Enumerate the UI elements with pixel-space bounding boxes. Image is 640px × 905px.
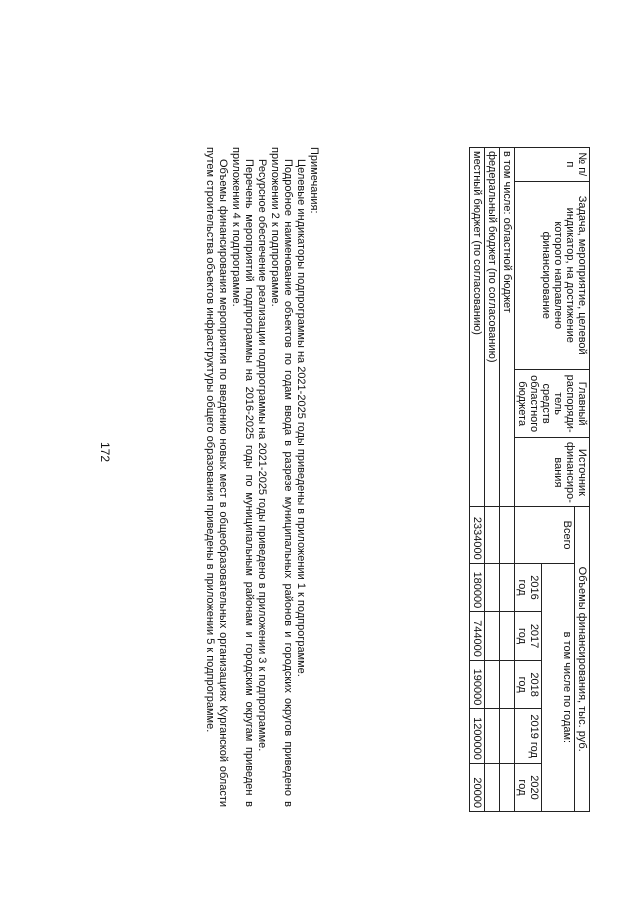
header-num: № п/п <box>515 148 590 182</box>
row-value <box>485 612 500 661</box>
row-value <box>485 709 500 764</box>
row-value <box>485 563 500 612</box>
row-value <box>500 612 515 661</box>
header-source: Источник финансиро-вания <box>515 438 590 507</box>
note-item: Подробное наименование объектов по годам ввода в разрезе муниципальных районов и городских округов приведено в приложении 2 к подпрограмме. <box>269 147 294 807</box>
note-item: Ресурсное обеспечение реализации подпрограммы на 2021-2025 годы приведено в приложении 3 к подпрограмме. <box>256 159 268 752</box>
table-row <box>485 148 500 812</box>
header-year: 2019 год <box>515 709 542 764</box>
row-label: местный бюджет (по согласованию) <box>470 148 485 507</box>
financing-table <box>469 147 590 812</box>
row-value <box>485 660 500 709</box>
header-year: 2020 год <box>515 763 542 811</box>
row-label: федеральный бюджет (по согласованию) <box>485 148 500 507</box>
row-label: в том числе: областной бюджет <box>500 148 515 507</box>
row-value <box>500 763 515 811</box>
row-value: 190000 <box>470 660 485 709</box>
row-value: 744000 <box>470 612 485 661</box>
notes-title: Примечания: <box>308 147 320 214</box>
row-total <box>500 507 515 563</box>
note-item: Целевые индикаторы подпрограммы на 2021-2025 годы приведены в приложении 1 к подпрограмме. <box>295 159 307 677</box>
header-task: Задача, мероприятие, целевой индикатор, на достижение которого направлено финансирование <box>515 181 590 369</box>
notes-block <box>203 147 320 807</box>
page-number: 172 <box>98 441 113 463</box>
row-value: 20000 <box>470 763 485 811</box>
header-year: 2017 год <box>515 612 542 661</box>
header-manager: Главный распоряди-тель средств областного бюджета <box>515 369 590 438</box>
row-value <box>500 709 515 764</box>
row-total: 2334000 <box>470 507 485 563</box>
row-value: 180000 <box>470 563 485 612</box>
row-value <box>500 660 515 709</box>
note-item: Объемы финансирования мероприятия по введению новых мест в общеобразовательных организациях Курганской области путем строительства объектов инфраструктуры общего образования приведены в приложении 5 к подпрограмме. <box>204 147 229 807</box>
table-row <box>470 148 485 812</box>
header-year: 2018 год <box>515 660 542 709</box>
table-row <box>500 148 515 812</box>
header-by-years: в том числе по годам: <box>542 563 575 811</box>
row-value <box>500 563 515 612</box>
row-value <box>485 763 500 811</box>
header-year: 2016 год <box>515 563 542 612</box>
row-total <box>485 507 500 563</box>
note-item: Перечень мероприятий подпрограммы на 2016-2025 годы по муниципальным районам и городским округам приведен в приложении 4 к подпрограмме. <box>230 147 255 807</box>
landscape-content <box>40 92 600 812</box>
header-volumes: Объемы финансирования, тыс. руб. <box>575 507 590 812</box>
row-value: 1200000 <box>470 709 485 764</box>
table-header-row <box>575 148 590 812</box>
header-total: Всего <box>515 507 575 563</box>
